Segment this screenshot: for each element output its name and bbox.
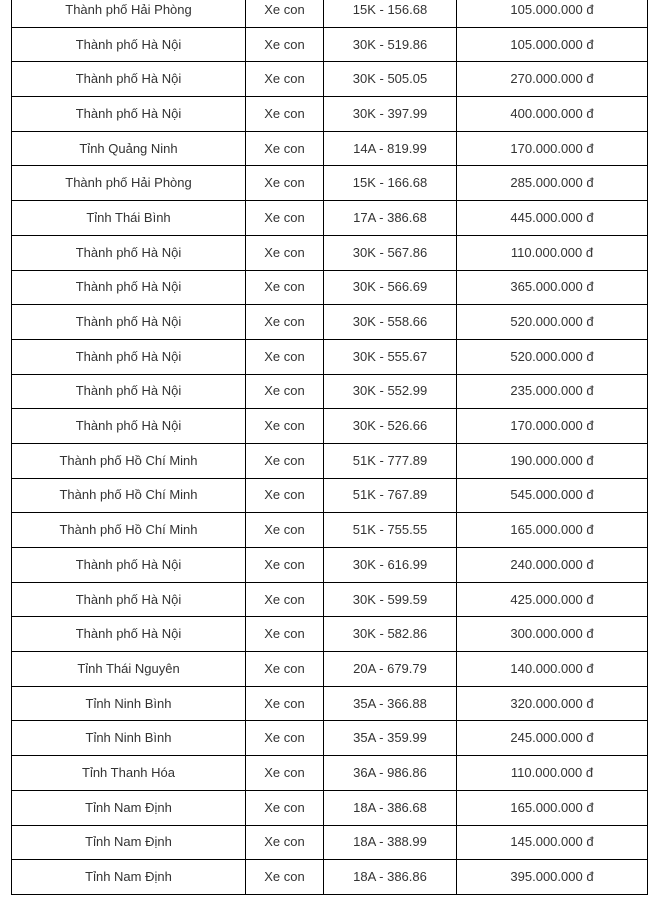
table-row — [12, 790, 648, 825]
table-row — [12, 339, 648, 374]
price-cell: 395.000.000 đ — [457, 860, 648, 895]
vehicle-type-cell: Xe con — [246, 374, 324, 409]
province-cell: Thành phố Hải Phòng — [12, 0, 246, 27]
province-cell: Thành phố Hà Nội — [12, 97, 246, 132]
price-cell: 170.000.000 đ — [457, 131, 648, 166]
vehicle-type-cell: Xe con — [246, 62, 324, 97]
vehicle-type-cell: Xe con — [246, 721, 324, 756]
vehicle-type-cell: Xe con — [246, 617, 324, 652]
table-row — [12, 686, 648, 721]
plate-number-cell: 35A - 366.88 — [324, 686, 457, 721]
vehicle-type-cell: Xe con — [246, 201, 324, 236]
table-row — [12, 652, 648, 687]
plate-number-cell: 51K - 777.89 — [324, 443, 457, 478]
province-cell: Tỉnh Ninh Bình — [12, 721, 246, 756]
province-cell: Thành phố Hồ Chí Minh — [12, 513, 246, 548]
province-cell: Thành phố Hà Nội — [12, 339, 246, 374]
vehicle-type-cell: Xe con — [246, 478, 324, 513]
plate-number-cell: 51K - 755.55 — [324, 513, 457, 548]
table-row — [12, 201, 648, 236]
plate-number-cell: 30K - 505.05 — [324, 62, 457, 97]
price-cell: 105.000.000 đ — [457, 27, 648, 62]
plate-number-cell: 20A - 679.79 — [324, 652, 457, 687]
vehicle-type-cell: Xe con — [246, 860, 324, 895]
price-cell: 190.000.000 đ — [457, 443, 648, 478]
province-cell: Thành phố Hà Nội — [12, 305, 246, 340]
price-cell: 235.000.000 đ — [457, 374, 648, 409]
price-cell: 105.000.000 đ — [457, 0, 648, 27]
vehicle-type-cell: Xe con — [246, 97, 324, 132]
price-cell: 110.000.000 đ — [457, 756, 648, 791]
plate-number-cell: 15K - 166.68 — [324, 166, 457, 201]
price-cell: 520.000.000 đ — [457, 305, 648, 340]
vehicle-type-cell: Xe con — [246, 0, 324, 27]
table-row — [12, 721, 648, 756]
table-row — [12, 548, 648, 583]
vehicle-type-cell: Xe con — [246, 513, 324, 548]
vehicle-type-cell: Xe con — [246, 686, 324, 721]
plate-number-cell: 35A - 359.99 — [324, 721, 457, 756]
table-row — [12, 166, 648, 201]
table-row — [12, 860, 648, 895]
plate-number-cell: 18A - 386.68 — [324, 790, 457, 825]
table-body — [12, 0, 648, 894]
price-cell: 145.000.000 đ — [457, 825, 648, 860]
vehicle-type-cell: Xe con — [246, 166, 324, 201]
table-row — [12, 97, 648, 132]
plate-number-cell: 30K - 526.66 — [324, 409, 457, 444]
province-cell: Tỉnh Nam Định — [12, 860, 246, 895]
plate-number-cell: 14A - 819.99 — [324, 131, 457, 166]
province-cell: Thành phố Hà Nội — [12, 582, 246, 617]
province-cell: Thành phố Hồ Chí Minh — [12, 478, 246, 513]
plate-number-cell: 30K - 566.69 — [324, 270, 457, 305]
province-cell: Tỉnh Nam Định — [12, 825, 246, 860]
price-cell: 320.000.000 đ — [457, 686, 648, 721]
province-cell: Thành phố Hải Phòng — [12, 166, 246, 201]
vehicle-type-cell: Xe con — [246, 131, 324, 166]
table-container — [11, 0, 648, 895]
plate-number-cell: 18A - 386.86 — [324, 860, 457, 895]
table-row — [12, 756, 648, 791]
province-cell: Thành phố Hà Nội — [12, 235, 246, 270]
plate-number-cell: 30K - 555.67 — [324, 339, 457, 374]
price-cell: 445.000.000 đ — [457, 201, 648, 236]
table-row — [12, 617, 648, 652]
plate-number-cell: 30K - 397.99 — [324, 97, 457, 132]
province-cell: Tỉnh Quảng Ninh — [12, 131, 246, 166]
plate-number-cell: 30K - 558.66 — [324, 305, 457, 340]
table-row — [12, 305, 648, 340]
table-row — [12, 27, 648, 62]
province-cell: Tỉnh Thái Bình — [12, 201, 246, 236]
province-cell: Thành phố Hồ Chí Minh — [12, 443, 246, 478]
table-row — [12, 131, 648, 166]
auction-results-table — [11, 0, 648, 895]
price-cell: 240.000.000 đ — [457, 548, 648, 583]
vehicle-type-cell: Xe con — [246, 756, 324, 791]
vehicle-type-cell: Xe con — [246, 235, 324, 270]
price-cell: 170.000.000 đ — [457, 409, 648, 444]
price-cell: 165.000.000 đ — [457, 513, 648, 548]
table-row — [12, 0, 648, 27]
price-cell: 400.000.000 đ — [457, 97, 648, 132]
vehicle-type-cell: Xe con — [246, 27, 324, 62]
price-cell: 245.000.000 đ — [457, 721, 648, 756]
plate-number-cell: 17A - 386.68 — [324, 201, 457, 236]
table-row — [12, 478, 648, 513]
province-cell: Thành phố Hà Nội — [12, 548, 246, 583]
table-row — [12, 374, 648, 409]
province-cell: Thành phố Hà Nội — [12, 374, 246, 409]
province-cell: Thành phố Hà Nội — [12, 270, 246, 305]
price-cell: 425.000.000 đ — [457, 582, 648, 617]
vehicle-type-cell: Xe con — [246, 339, 324, 374]
table-row — [12, 62, 648, 97]
table-row — [12, 235, 648, 270]
price-cell: 300.000.000 đ — [457, 617, 648, 652]
vehicle-type-cell: Xe con — [246, 548, 324, 583]
vehicle-type-cell: Xe con — [246, 305, 324, 340]
table-row — [12, 443, 648, 478]
price-cell: 285.000.000 đ — [457, 166, 648, 201]
plate-number-cell: 36A - 986.86 — [324, 756, 457, 791]
plate-number-cell: 30K - 599.59 — [324, 582, 457, 617]
vehicle-type-cell: Xe con — [246, 409, 324, 444]
price-cell: 140.000.000 đ — [457, 652, 648, 687]
province-cell: Tỉnh Nam Định — [12, 790, 246, 825]
plate-number-cell: 30K - 582.86 — [324, 617, 457, 652]
table-row — [12, 825, 648, 860]
vehicle-type-cell: Xe con — [246, 270, 324, 305]
table-row — [12, 513, 648, 548]
table-row — [12, 270, 648, 305]
plate-number-cell: 30K - 552.99 — [324, 374, 457, 409]
plate-number-cell: 30K - 616.99 — [324, 548, 457, 583]
price-cell: 520.000.000 đ — [457, 339, 648, 374]
plate-number-cell: 51K - 767.89 — [324, 478, 457, 513]
province-cell: Thành phố Hà Nội — [12, 409, 246, 444]
plate-number-cell: 30K - 567.86 — [324, 235, 457, 270]
province-cell: Thành phố Hà Nội — [12, 617, 246, 652]
price-cell: 270.000.000 đ — [457, 62, 648, 97]
table-row — [12, 409, 648, 444]
province-cell: Thành phố Hà Nội — [12, 27, 246, 62]
province-cell: Tỉnh Ninh Bình — [12, 686, 246, 721]
plate-number-cell: 30K - 519.86 — [324, 27, 457, 62]
plate-number-cell: 18A - 388.99 — [324, 825, 457, 860]
vehicle-type-cell: Xe con — [246, 443, 324, 478]
price-cell: 165.000.000 đ — [457, 790, 648, 825]
vehicle-type-cell: Xe con — [246, 582, 324, 617]
table-row — [12, 582, 648, 617]
vehicle-type-cell: Xe con — [246, 825, 324, 860]
province-cell: Tỉnh Thanh Hóa — [12, 756, 246, 791]
vehicle-type-cell: Xe con — [246, 652, 324, 687]
price-cell: 545.000.000 đ — [457, 478, 648, 513]
vehicle-type-cell: Xe con — [246, 790, 324, 825]
province-cell: Tỉnh Thái Nguyên — [12, 652, 246, 687]
plate-number-cell: 15K - 156.68 — [324, 0, 457, 27]
price-cell: 110.000.000 đ — [457, 235, 648, 270]
province-cell: Thành phố Hà Nội — [12, 62, 246, 97]
price-cell: 365.000.000 đ — [457, 270, 648, 305]
